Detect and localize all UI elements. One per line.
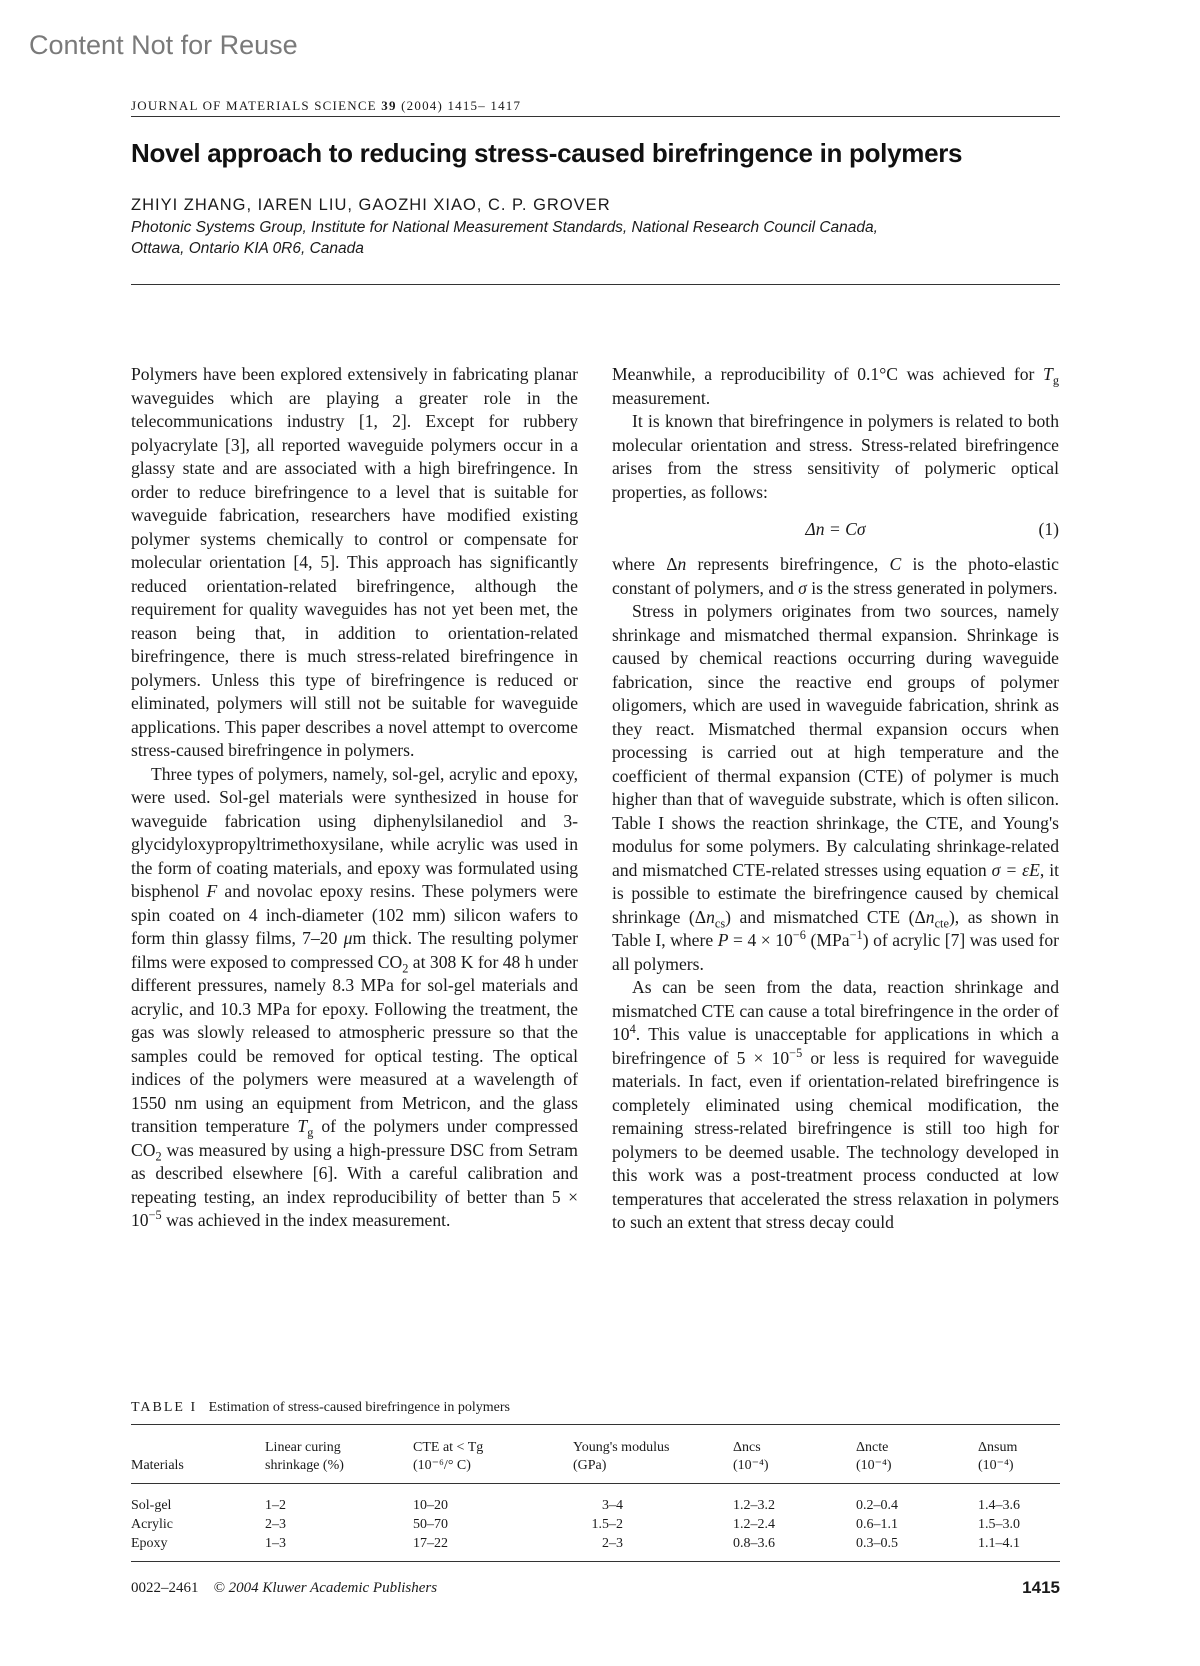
article-title: Novel approach to reducing stress-caused birefringence in polymers [131, 138, 963, 168]
table-label: TABLE I [131, 1400, 198, 1415]
table-caption [131, 1400, 510, 1416]
header-materials: Materials [131, 1425, 265, 1484]
paragraph-stress-sources: Stress in polymers originates from two sources, namely shrinkage and mismatched thermal expansion. Shrinkage is caused by chemical reactions occurring during waveguide fabrication, since the reactive end groups of polymer oligomers, which are used in waveguide fabrication, shrink as they react. Mismatched thermal expansion occurs when processing is carried out at high temperature and the coefficient of thermal expansion (CTE) of polymer is much higher than that of waveguide substrate, which is often silicon. Table I shows the reaction shrinkage, the CTE, and Young's modulus for some polymers. By calculating shrinkage-related and mismatched CTE-related stresses using equation σ = εE, it is possible to estimate the birefringence caused by chemical shrinkage $(\Delta n_{cs})$ and mismatched CTE $(\Delta n_{cte})$, as shown in Table I, where $P = 4 \times 10^{-6}$ (MPa$^{-1}$) of acrylic [7] was used for all polymers. [612, 601, 1060, 974]
header-divider [131, 284, 1060, 285]
issn: 0022–2461 [131, 1580, 199, 1596]
copyright: © 2004 Kluwer Academic Publishers [213, 1580, 438, 1596]
paragraph-intro: Polymers have been explored extensively in fabricating planar waveguides which are playing a greater role in the telecommunications industry [1, 2]. Except for rubbery polyacrylate [3], all reported waveguide polymers occur in a glassy state and are associated with a high birefringence. In order to reduce birefringence to a level that is suitable for waveguide fabrication, researchers have modified existing polymer systems chemically to control or compensate for molecular orientation [4, 5]. This approach has significantly reduced orientation-related birefringence, although the requirement for quality waveguides has not yet been met, the reason being that, in addition to orientation-related birefringence, there is much stress-related birefringence in polymers. Unless this type of birefringence is reduced or eliminated, polymers will still not be suitable for waveguide applications. This paper describes a novel attempt to overcome stress-caused birefringence in polymers. [131, 364, 578, 760]
table-header-row [131, 1425, 1060, 1484]
table-caption-text: Estimation of stress-caused birefringence in polymers [208, 1400, 510, 1415]
paragraph-where: where Δn represents birefringence, C is the photo-elastic constant of polymers, and σ is the stress generated in polymers. [612, 554, 1059, 598]
affiliation-line-2: Ottawa, Ontario KIA 0R6, Canada [131, 240, 364, 257]
equation-text: Δn = Cσ [805, 519, 866, 539]
header-delta-n-cte: Δncte (10⁻⁴) [856, 1425, 978, 1484]
birefringence-table [131, 1424, 1060, 1562]
page-footer [131, 1580, 1060, 1597]
header-shrinkage: Linear curing shrinkage (%) [265, 1425, 413, 1484]
table-row: Acrylic 2–3 50–70 1.5–2 1.2–2.4 0.6–1.1 1.5–3.0 [131, 1517, 1020, 1532]
header-cte: CTE at < Tg (10⁻⁶/° C) [413, 1425, 573, 1484]
header-delta-n-cs: Δncs (10⁻⁴) [733, 1425, 856, 1484]
header-youngs-modulus: Young's modulus (GPa) [573, 1425, 733, 1484]
body-column-right [612, 363, 1059, 1235]
paragraph-tg: Meanwhile, a reproducibility of 0.1°C was achieved for $T_g$ measurement. [612, 364, 1059, 408]
watermark: Content Not for Reuse [29, 30, 298, 60]
article-authors: ZHIYI ZHANG, IAREN LIU, GAOZHI XIAO, C. P. GROVER [131, 196, 611, 214]
paragraph-conclusion: As can be seen from the data, reaction shrinkage and mismatched CTE can cause a total birefringence in the order of $10^4$. This value is unacceptable for applications in which a birefringence of $5 \times 10^{-5}$ or less is required for waveguide materials. In fact, even if orientation-related birefringence is completely eliminated using chemical modification, the remaining stress-related birefringence is still too high for polymers to be deemed usable. The technology developed in this work was a post-treatment process conducted at low temperatures that accelerated the stress relaxation in polymers to such an extent that stress decay could [612, 977, 1059, 1232]
table-row: Sol-gel 1–2 10–20 3–4 1.2–3.2 0.2–0.4 1.4–3.6 [131, 1498, 1020, 1513]
journal-year-pages: (2004) 1415– 1417 [401, 98, 522, 113]
journal-name: JOURNAL OF MATERIALS SCIENCE [131, 98, 377, 113]
paragraph-birefringence: It is known that birefringence in polymers is related to both molecular orientation and stress. Stress-related birefringence arises from the stress sensitivity of polymeric optical properties, as follows: [612, 411, 1059, 502]
header-delta-n-sum: Δnsum (10⁻⁴) [978, 1425, 1060, 1484]
equation-number: (1) [1038, 519, 1059, 539]
affiliation-line-1: Photonic Systems Group, Institute for National Measurement Standards, National Research Council Canada, [131, 219, 878, 236]
body-column-left [131, 363, 578, 1233]
equation-1 [612, 506, 1059, 553]
journal-volume: 39 [381, 98, 397, 113]
paragraph-methods: Three types of polymers, namely, sol-gel, acrylic and epoxy, were used. Sol-gel materials were synthesized in house for waveguide fabrication using diphenylsilanediol and 3-glycidyloxypropyltrimethoxysilane, while acrylic was used in the form of coating materials, and epoxy was formulated using bisphenol F and novolac epoxy resins. These polymers were spin coated on 4 inch-diameter (102 mm) silicon wafers to form thin glassy films, 7–20 μm thick. The resulting polymer films were exposed to compressed $CO_2$ at 308 K for 48 h under different pressures, namely 8.3 MPa for sol-gel materials and acrylic, and 10.3 MPa for epoxy. Following the treatment, the gas was slowly released to atmospheric pressure so that the samples could be removed for optical testing. The optical indices of the polymers were measured at a wavelength of 1550 nm using an equipment from Metricon, and the glass transition temperature $T_g$ of the polymers under compressed $CO_2$ was measured by using a high-pressure DSC from Setram as described elsewhere [6]. With a careful calibration and repeating testing, an index reproducibility of better than $5 \times 10^{-5}$ was achieved in the index measurement. [131, 763, 579, 1230]
running-head [131, 98, 1060, 117]
table-row: Epoxy 1–3 17–22 2–3 0.8–3.6 0.3–0.5 1.1–4.1 [131, 1534, 1060, 1562]
page-number: 1415 [1022, 1578, 1060, 1597]
article-affiliation [131, 217, 1071, 259]
